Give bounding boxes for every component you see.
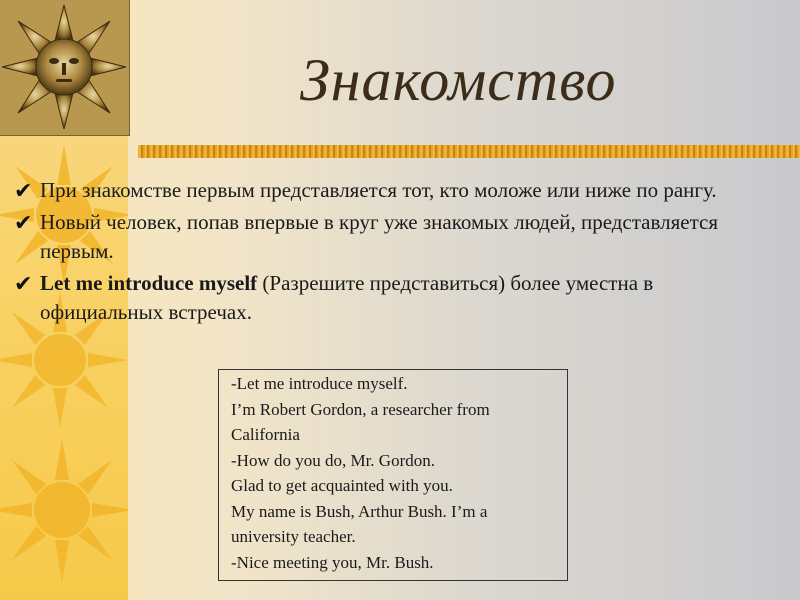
bullet-text: При знакомстве первым представляется тот, кто моложе или ниже по рангу. xyxy=(40,178,717,202)
dialog-line: -How do you do, Mr. Gordon. xyxy=(231,450,435,470)
bullet-text: Новый человек, попав впервые в круг уже знакомых людей, представляется первым. xyxy=(40,210,719,263)
sun-logo xyxy=(0,0,130,136)
bullet-item xyxy=(14,208,754,266)
dialog-line: Glad to get acquainted with you. xyxy=(231,476,453,495)
check-icon: ✔ xyxy=(14,178,33,203)
dialog-line: I’m Robert Gordon, a researcher from xyxy=(231,399,490,419)
dialog-line: My name is Bush, Arthur Bush. I’m a xyxy=(231,501,488,521)
title-divider xyxy=(138,145,800,158)
bullet-item xyxy=(14,269,754,327)
dialog-box xyxy=(218,369,568,581)
check-icon: ✔ xyxy=(14,210,33,235)
sun-decoration-3 xyxy=(0,430,128,600)
bullet-item xyxy=(14,176,754,205)
dialog-line: -Let me introduce myself. xyxy=(231,374,408,393)
dialog-line: university teacher. xyxy=(231,527,356,546)
check-icon: ✔ xyxy=(14,271,33,296)
bullet-text: Let me introduce myself (Разрешите представиться) более уместна в официальных встречах. xyxy=(40,271,654,324)
sun-face-icon xyxy=(0,0,129,135)
bullet-list xyxy=(14,176,754,330)
slide-title: Знакомство xyxy=(300,47,617,113)
dialog-line: California xyxy=(231,425,300,444)
dialog-line: -Nice meeting you, Mr. Bush. xyxy=(231,552,434,572)
